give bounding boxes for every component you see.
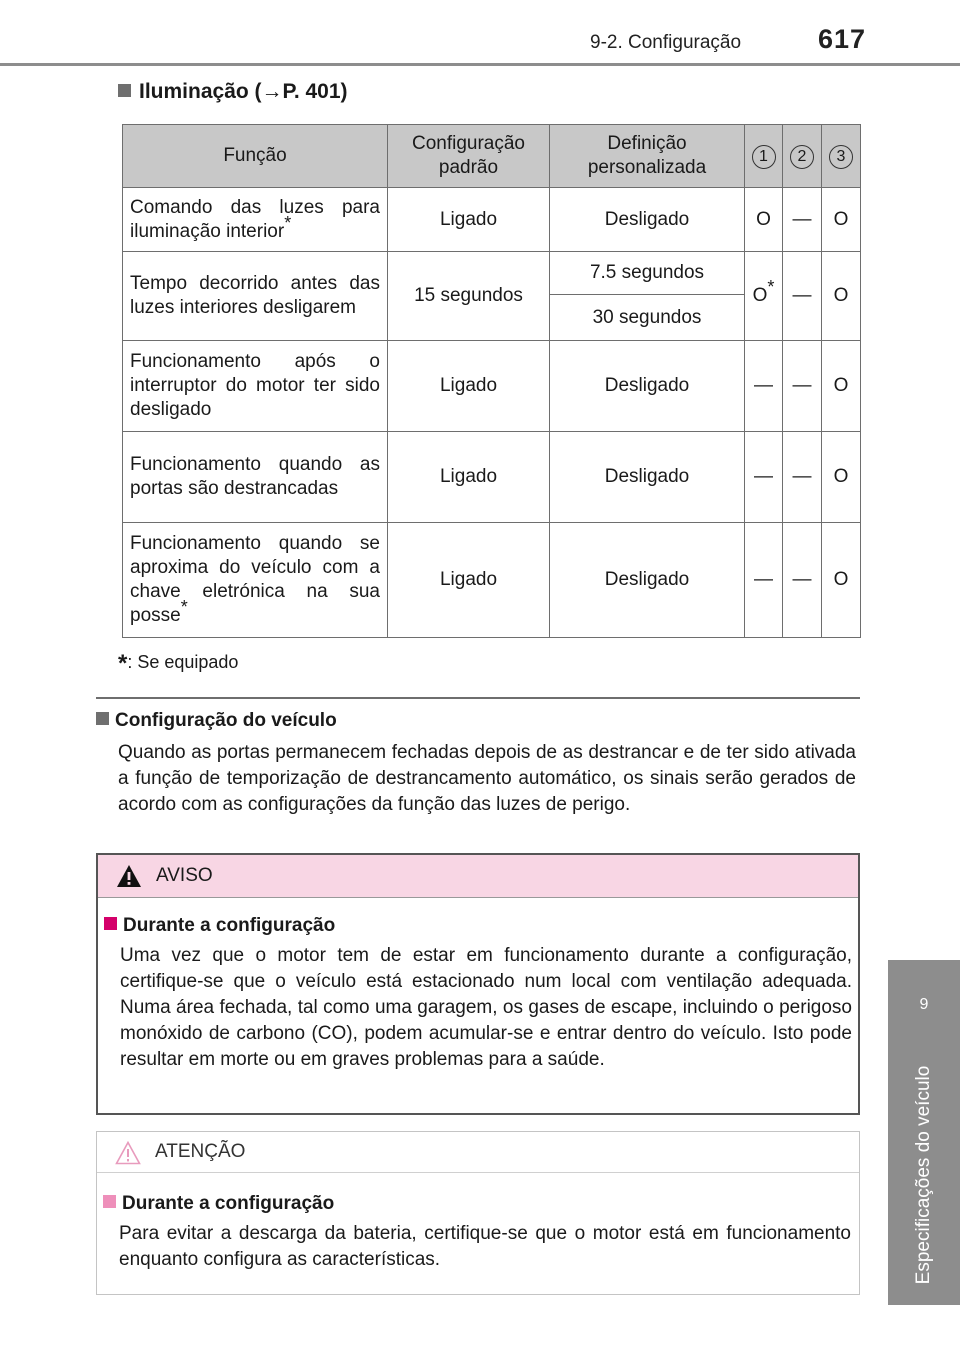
section-title-text: Iluminação (→P. 401) [139,80,348,103]
header-custom: Definição personalizada [550,125,745,188]
section-breadcrumb: 9-2. Configuração [590,32,742,53]
row-c2: — [783,523,822,638]
row-default: Ligado [388,432,550,523]
row-c2: — [783,341,822,432]
asterisk: * [180,597,188,617]
warning-triangle-filled-icon [116,864,142,888]
row-custom: Desligado [550,188,745,252]
chapter-label: Especificações do veículo [913,1065,934,1285]
row-default: Ligado [388,523,550,638]
caution-body: Para evitar a descarga da bateria, certifique-se que o motor está em funcionamento enquanto configura as características. [119,1223,851,1270]
row-c1: — [745,523,783,638]
header-default: Configuração padrão [388,125,550,188]
row-c2: — [783,188,822,252]
square-bullet-icon [103,1195,116,1208]
circled-number-3-icon: 3 [829,145,853,169]
footnote-text: : Se equipado [127,652,239,672]
row-c1: — [745,432,783,523]
row-function: Tempo decorrido antes das luzes interiores desligarem [123,252,388,341]
table-header-row [123,125,861,188]
warning-header [98,855,858,898]
vehicle-config-body: Quando as portas permanecem fechadas depois de as destrancar e de ter sido ativada a função de temporização de destrancamento automático, os sinais serão gerados de acordo com as configurações da função das luzes de perigo. [118,742,856,815]
square-bullet-icon [104,917,117,930]
caution-box [96,1131,860,1295]
warning-title: Durante a configuração [104,915,335,937]
warning-triangle-outline-icon [115,1141,141,1165]
table-row [123,432,861,523]
circled-number-2-icon: 2 [790,145,814,169]
row-c1: — [745,341,783,432]
table-row [123,523,861,638]
row-c3: O [822,252,861,341]
row-c3: O [822,432,861,523]
row-c3: O [822,523,861,638]
chapter-number: 9 [919,996,929,1013]
row-c3: O [822,341,861,432]
caution-label: ATENÇÃO [155,1141,246,1162]
settings-table [122,124,861,638]
header-divider [0,63,960,66]
chapter-tab-number [888,960,960,1045]
warning-box [96,853,860,1115]
caution-header [97,1132,859,1173]
page-number: 617 [818,24,867,54]
row-c1: O* [745,252,783,341]
footnote [118,650,238,678]
circled-number-1-icon: 1 [752,145,776,169]
row-custom: Desligado [550,341,745,432]
row-function: Funcionamento quando se aproxima do veículo com a chave eletrónica na sua posse* [123,523,388,638]
row-default: Ligado [388,188,550,252]
row-c2: — [783,432,822,523]
asterisk: * [767,277,775,297]
row-function: Funcionamento quando as portas são destrancadas [123,432,388,523]
row-custom: Desligado [550,523,745,638]
row-c2: — [783,252,822,341]
row-custom-b: 30 segundos [550,295,745,341]
row-default: Ligado [388,341,550,432]
section-title [118,80,348,104]
warning-label: AVISO [156,865,213,886]
square-bullet-icon [118,84,131,97]
caution-title: Durante a configuração [103,1193,334,1215]
header-function: Função [123,125,388,188]
header-col-3 [822,125,861,188]
header-col-1 [745,125,783,188]
table-row [123,252,861,295]
vehicle-config-title: Configuração do veículo [96,710,337,732]
row-function: Comando das luzes para iluminação interior* [123,188,388,252]
row-custom-a: 7.5 segundos [550,252,745,295]
asterisk: * [284,212,292,233]
row-default: 15 segundos [388,252,550,341]
row-function: Funcionamento após o interruptor do motor ter sido desligado [123,341,388,432]
chapter-tab-label [888,1045,960,1305]
table-row [123,341,861,432]
table-row [123,188,861,252]
footnote-mark: * [118,650,128,677]
row-c1: O [745,188,783,252]
warning-body: Uma vez que o motor tem de estar em funcionamento durante a configuração, certifique-se que o veículo está estacionado num local com ventilação adequada. Numa área fechada, tal como uma garagem, os gases de escape, incluindo o perigoso monóxido de carbono (CO), podem acumular-se e entrar dentro do veículo. Isto pode resultar em morte ou em graves problemas para a saúde. [120,945,852,1070]
row-c3: O [822,188,861,252]
section-divider [96,697,860,699]
row-custom: Desligado [550,432,745,523]
square-bullet-icon [96,712,109,725]
header-col-2 [783,125,822,188]
